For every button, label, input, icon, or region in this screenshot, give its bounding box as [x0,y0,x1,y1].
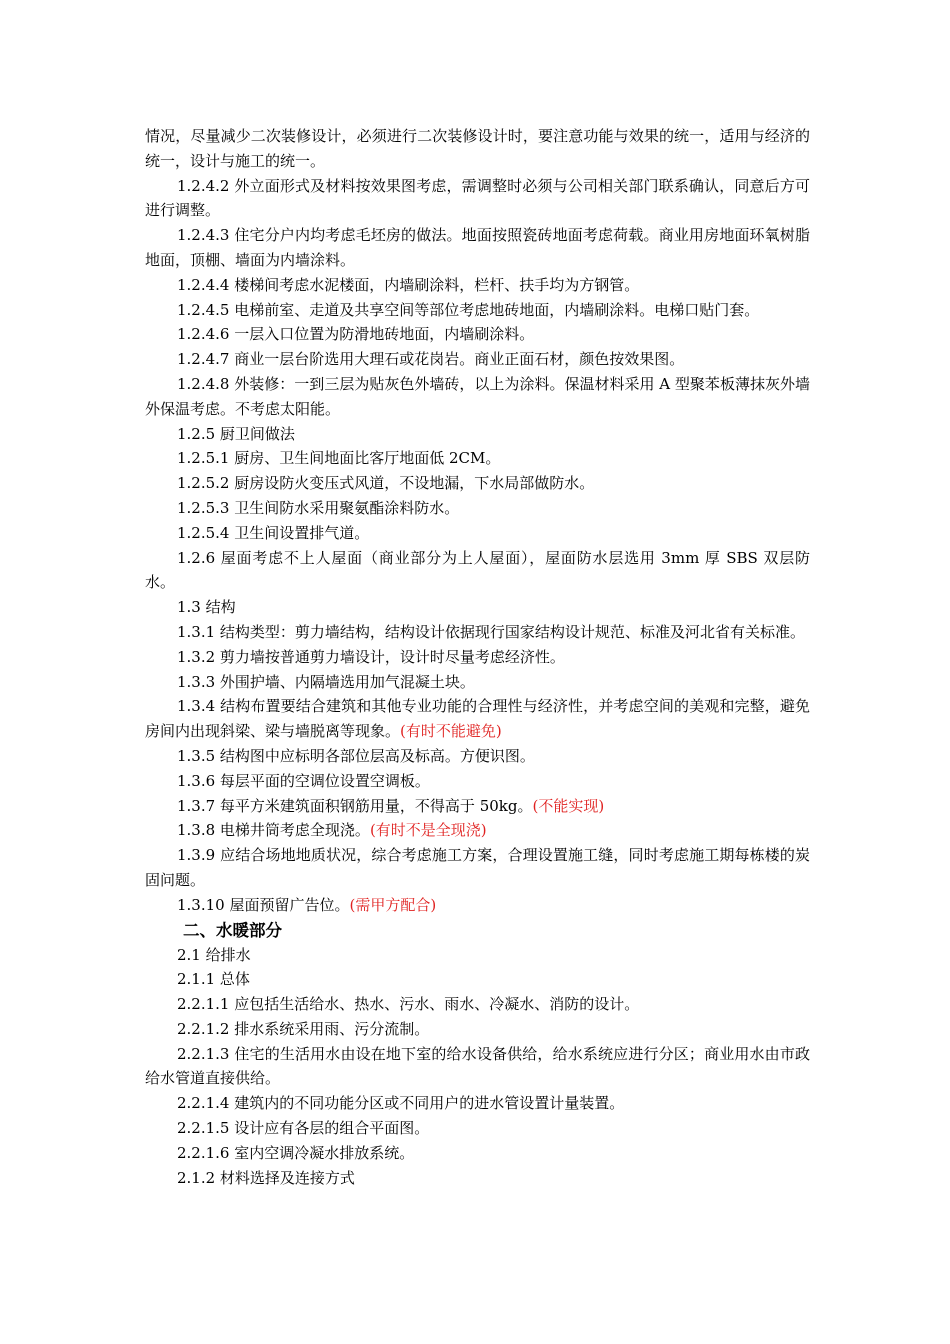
paragraph [145,843,810,893]
paragraph-text: 1.2.4.3 住宅分户内均考虑毛坯房的做法。地面按照瓷砖地面考虑荷载。商业用房地面环氧树脂地面，顶棚、墙面为内墙涂料。 [145,226,810,269]
paragraph [145,347,810,372]
paragraph-text: 1.2.4.4 楼梯间考虑水泥楼面，内墙刷涂料，栏杆、扶手均为方钢管。 [177,275,640,294]
paragraph [145,1166,810,1191]
paragraph [145,422,810,447]
paragraph-text: 情况，尽量减少二次装修设计，必须进行二次装修设计时，要注意功能与效果的统一，适用与经济的统一，设计与施工的统一。 [145,127,810,170]
paragraph-text: 2.1.1 总体 [177,970,250,989]
paragraph-text: 1.3.6 每层平面的空调位设置空调板。 [177,771,430,790]
paragraph-text: 1.3.4 结构布置要结合建筑和其他专业功能的合理性与经济性，并考虑空间的美观和完整，避免房间内出现斜梁、梁与墙脱离等现象。 [145,697,810,741]
paragraph [145,496,810,521]
paragraph-text: 1.3 结构 [177,598,236,617]
paragraph [145,694,810,744]
paragraph-text: 2.2.1.2 排水系统采用雨、污分流制。 [177,1019,430,1038]
paragraph [145,124,810,174]
paragraph [145,174,810,224]
document-body [145,124,810,1190]
paragraph-text: 1.2.4.5 电梯前室、走道及共享空间等部位考虑地砖地面，内墙刷涂料。电梯口贴门套。 [177,300,760,319]
paragraph [145,670,810,695]
paragraph-text: 1.3.2 剪力墙按普通剪力墙设计，设计时尽量考虑经济性。 [177,647,565,666]
paragraph-text: 1.2.5.1 厨房、卫生间地面比客厅地面低 2CM。 [177,449,501,468]
paragraph-text: 1.2.4.2 外立面形式及材料按效果图考虑，需调整时必须与公司相关部门联系确认，同意后方可进行调整。 [145,176,810,220]
paragraph [145,967,810,992]
paragraph [145,943,810,968]
paragraph-text: 1.2.5 厨卫间做法 [177,424,295,443]
paragraph [145,744,810,769]
paragraph-text: 1.2.5.2 厨房设防火变压式风道，不设地漏，下水局部做防水。 [177,474,595,493]
paragraph [145,620,810,645]
paragraph-text: 1.3.1 结构类型：剪力墙结构，结构设计依据现行国家结构设计规范、标准及河北省有关标准。 [177,622,805,641]
red-note: (不能实现) [532,796,605,815]
paragraph-text: 1.3.7 每平方米建筑面积钢筋用量，不得高于 50kg。 [177,796,533,815]
paragraph-text: 1.3.8 电梯井筒考虑全现浇。 [177,821,370,840]
paragraph [145,1116,810,1141]
paragraph-text: 1.3.3 外围护墙、内隔墙选用加气混凝土块。 [177,672,475,691]
paragraph-text: 2.2.1.3 住宅的生活用水由设在地下室的给水设备供给，给水系统应进行分区；商业用水由市政给水管道直接供给。 [145,1044,810,1088]
paragraph-text: 2.2.1.6 室内空调冷凝水排放系统。 [177,1143,415,1162]
red-note: (需甲方配合) [349,895,437,914]
paragraph-text: 2.1.2 材料选择及连接方式 [177,1168,355,1187]
paragraph-text: 1.2.4.8 外装修：一到三层为贴灰色外墙砖，以上为涂料。保温材料采用 A 型聚苯板薄抹灰外墙外保温考虑。不考虑太阳能。 [145,374,810,418]
paragraph [145,645,810,670]
paragraph-text: 2.1 给排水 [177,945,251,964]
paragraph [145,546,810,596]
paragraph [145,372,810,422]
paragraph [145,1091,810,1116]
paragraph-text: 2.2.1.4 建筑内的不同功能分区或不同用户的进水管设置计量装置。 [177,1094,625,1113]
paragraph [145,1017,810,1042]
paragraph-text: 1.3.10 屋面预留广告位。 [177,895,350,914]
paragraph [145,322,810,347]
paragraph-text: 1.2.5.4 卫生间设置排气道。 [177,523,370,542]
paragraph [145,794,810,819]
paragraph [145,223,810,273]
paragraph-text: 1.2.4.7 商业一层台阶选用大理石或花岗岩。商业正面石材，颜色按效果图。 [177,350,685,369]
paragraph [145,992,810,1017]
paragraph-text: 1.2.5.3 卫生间防水采用聚氨酯涂料防水。 [177,498,460,517]
paragraph [145,298,810,323]
paragraph-text: 2.2.1.5 设计应有各层的组合平面图。 [177,1119,430,1138]
paragraph-text: 1.2.4.6 一层入口位置为防滑地砖地面，内墙刷涂料。 [177,325,535,344]
paragraph-text: 1.2.6 屋面考虑不上人屋面（商业部分为上人屋面），屋面防水层选用 3mm 厚 SBS 双层防水。 [145,548,810,592]
paragraph-text: 1.3.9 应结合场地地质状况，综合考虑施工方案，合理设置施工缝，同时考虑施工期每栋楼的炭固问题。 [145,846,810,889]
paragraph-text: 1.3.5 结构图中应标明各部位层高及标高。方便识图。 [177,746,535,765]
section-heading: 二、水暖部分 [183,920,282,940]
red-note: (有时不能避免) [400,722,502,741]
paragraph [145,595,810,620]
paragraph [145,769,810,794]
paragraph [145,521,810,546]
paragraph [145,446,810,471]
paragraph [145,273,810,298]
paragraph-text: 2.2.1.1 应包括生活给水、热水、污水、雨水、冷凝水、消防的设计。 [177,995,640,1014]
red-note: (有时不是全现浇) [369,821,487,840]
paragraph [145,471,810,496]
paragraph [145,818,810,843]
paragraph [145,1141,810,1166]
paragraph [145,1042,810,1092]
paragraph [145,893,810,918]
